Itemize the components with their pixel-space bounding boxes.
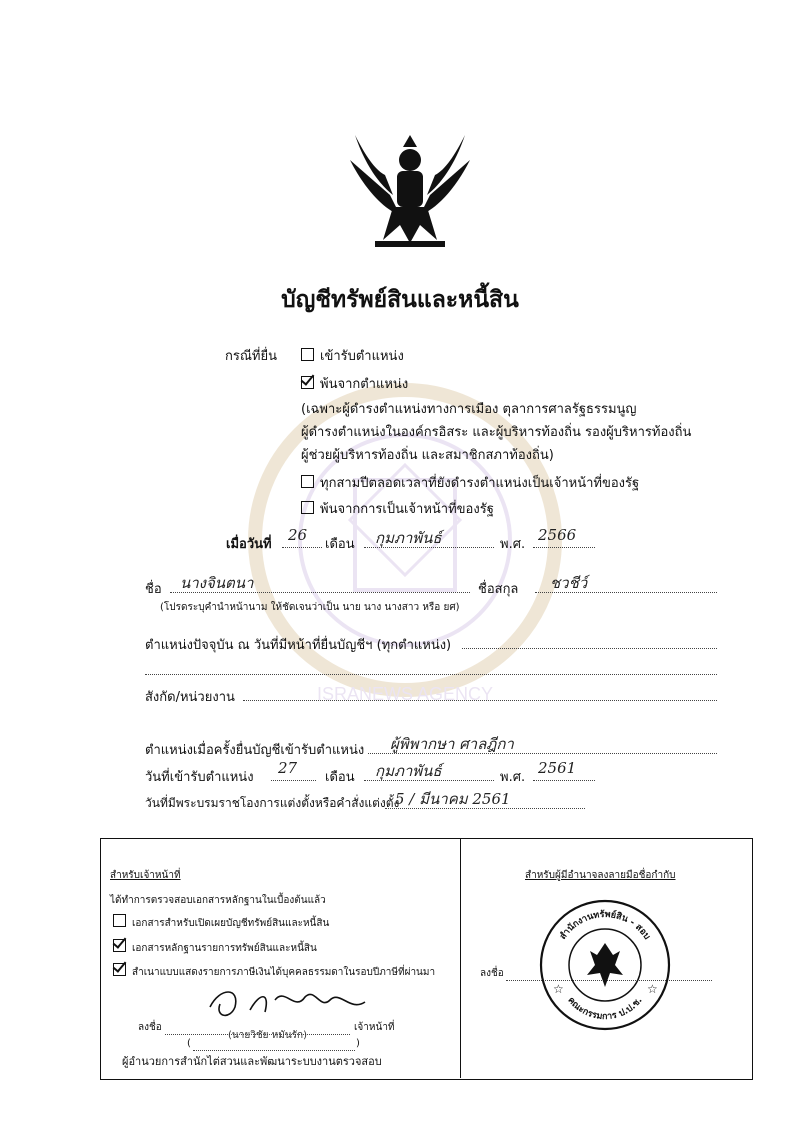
checkbox-tax-copy[interactable]: [113, 963, 126, 976]
filed-day-value: 26: [288, 526, 308, 544]
surname-value: ชวชีว์: [550, 574, 588, 592]
start-month-label: เดือน: [325, 770, 355, 785]
checkbox-asset-evidence[interactable]: [113, 939, 126, 952]
start-day-value: 27: [278, 759, 298, 777]
start-year-value: 2561: [538, 759, 577, 777]
officer-heading: สำหรับเจ้าหน้าที่: [110, 870, 181, 881]
svg-text:☆: ☆: [553, 982, 564, 996]
checkbox-leaving-state[interactable]: [301, 501, 314, 514]
checkbox-entering[interactable]: [301, 348, 314, 361]
start-date-label: วันที่เข้ารับตำแหน่ง: [145, 770, 254, 785]
note-line-2: ผู้ดำรงตำแหน่งในองค์กรอิสระ และผู้บริหารท้องถิ่น รองผู้บริหารท้องถิ่น: [301, 425, 692, 440]
officer-intro: ได้ทำการตรวจสอบเอกสารหลักฐานในเบื้องต้นแล้ว: [110, 895, 326, 906]
filed-date-label: เมื่อวันที่: [226, 537, 272, 552]
note-line-3: ผู้ช่วยผู้บริหารท้องถิ่น และสมาชิกสภาท้องถิ่น): [301, 448, 554, 463]
first-position-label: ตำแหน่งเมื่อครั้งยื่นบัญชีเข้ารับตำแหน่ง: [145, 743, 365, 758]
option-every-three-years[interactable]: ทุกสามปีตลอดเวลาที่ยังดำรงตำแหน่งเป็นเจ้าหน้าที่ของรัฐ: [301, 472, 639, 493]
year-label: พ.ศ.: [500, 537, 526, 552]
officer-role-label: เจ้าหน้าที่: [354, 1022, 395, 1033]
royal-date-value: 5 / มีนาคม 2561: [395, 790, 511, 808]
month-label: เดือน: [325, 537, 355, 552]
officer-close-paren: ): [356, 1038, 360, 1049]
first-position-value: ผู้พิพากษา ศาลฎีกา: [390, 735, 514, 753]
svg-text:สำนักงานทรัพย์สิน - สอบ: สำนักงานทรัพย์สิน - สอบ: [558, 909, 652, 942]
box-divider: [460, 838, 461, 1078]
svg-text:ISRANEWS AGENCY: ISRANEWS AGENCY: [316, 684, 494, 704]
official-stamp-icon: [535, 895, 675, 1035]
garuda-emblem-icon: [345, 115, 475, 255]
page-title: บัญชีทรัพย์สินและหนี้สิน: [281, 287, 519, 313]
position-label: ตำแหน่งปัจจุบัน ณ วันที่มีหน้าที่ยื่นบัญชีฯ (ทุกตำแหน่ง): [145, 638, 452, 653]
checkbox-disclosure-doc[interactable]: [113, 914, 126, 927]
officer-open-paren: (: [187, 1038, 191, 1049]
officer-director-title: ผู้อำนวยการสำนักไต่สวนและพัฒนาระบบงานตรวจสอบ: [122, 1055, 382, 1068]
option-leaving[interactable]: พ้นจากตำแหน่ง: [301, 373, 408, 394]
affiliation-label: สังกัด/หน่วยงาน: [145, 690, 235, 705]
filed-month-value: กุมภาพันธ์: [375, 529, 442, 547]
checkbox-leaving[interactable]: [301, 376, 314, 389]
svg-text:☆: ☆: [647, 982, 658, 996]
officer-sign-label: ลงชื่อ: [138, 1022, 162, 1033]
name-label: ชื่อ: [145, 582, 162, 597]
svg-text:คณะกรรมการ ป.ป.ช.: คณะกรรมการ ป.ป.ช.: [565, 995, 645, 1023]
option-leaving-state[interactable]: พ้นจากการเป็นเจ้าหน้าที่ของรัฐ: [301, 498, 494, 519]
officer-check-2[interactable]: เอกสารหลักฐานรายการทรัพย์สินและหนี้สิน: [113, 939, 317, 956]
case-label: กรณีที่ยื่น: [225, 349, 277, 364]
royal-date-label: วันที่มีพระบรมราชโองการแต่งตั้งหรือคำสั่งแต่งตั้ง: [145, 796, 400, 810]
name-value: นางจินตนา: [180, 574, 254, 592]
officer-printed-name: (นายวิชัย หมันรัก): [228, 1030, 307, 1041]
officer-check-1[interactable]: เอกสารสำหรับเปิดเผยบัญชีทรัพย์สินและหนี้สิน: [113, 914, 329, 931]
authority-sign-label: ลงชื่อ: [480, 968, 504, 979]
surname-label: ชื่อสกุล: [478, 582, 519, 597]
checkbox-three-years[interactable]: [301, 475, 314, 488]
officer-signature-icon: [200, 982, 380, 1022]
officer-check-3[interactable]: สำเนาแบบแสดงรายการภาษีเงินได้บุคคลธรรมดาในรอบปีภาษีที่ผ่านมา: [113, 963, 435, 980]
authority-heading: สำหรับผู้มีอำนาจลงลายมือชื่อกำกับ: [525, 870, 676, 881]
filed-year-value: 2566: [538, 526, 577, 544]
note-line-1: (เฉพาะผู้ดำรงตำแหน่งทางการเมือง ตุลาการศาลรัฐธรรมนูญ: [301, 402, 637, 417]
start-month-value: กุมภาพันธ์: [375, 762, 442, 780]
option-entering[interactable]: เข้ารับตำแหน่ง: [301, 345, 404, 366]
name-hint: (โปรดระบุคำนำหน้านาม ให้ชัดเจนว่าเป็น นาย นาง นางสาว หรือ ยศ): [160, 602, 460, 613]
start-year-label: พ.ศ.: [500, 770, 526, 785]
